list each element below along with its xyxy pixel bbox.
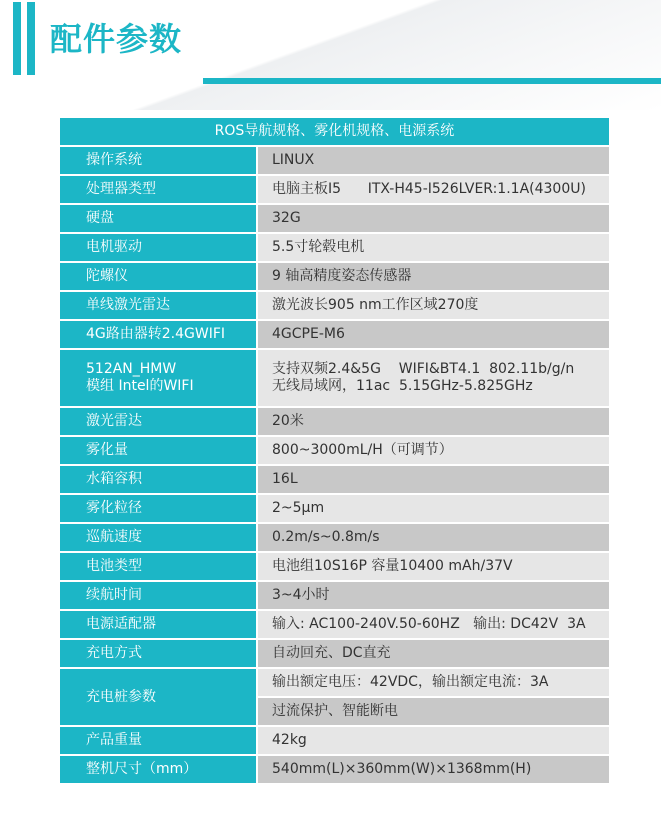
page-title: 配件参数 — [50, 20, 183, 58]
table-row — [59, 204, 610, 233]
row-value: LINUX — [257, 146, 610, 175]
row-value: 42kg — [257, 726, 610, 755]
table-row — [59, 436, 610, 465]
row-label: 充电桩参数 — [59, 668, 257, 726]
accent-bar-left — [13, 2, 21, 75]
table-row — [59, 465, 610, 494]
table-row — [59, 146, 610, 175]
table-row — [59, 262, 610, 291]
row-value: 自动回充、DC直充 — [257, 639, 610, 668]
row-label: 4G路由器转2.4GWIFI — [59, 320, 257, 349]
table-row — [59, 610, 610, 639]
table-row — [59, 291, 610, 320]
table-row — [59, 349, 610, 407]
row-value: 800~3000mL/H（可调节） — [257, 436, 610, 465]
row-value-line: 支持双频2.4&5G WIFI&BT4.1 802.11b/g/n — [272, 361, 575, 377]
table-row — [59, 320, 610, 349]
row-label: 续航时间 — [59, 581, 257, 610]
row-label: 电机驱动 — [59, 233, 257, 262]
table-row — [59, 494, 610, 523]
row-label-line: 512AN_HMW — [86, 361, 177, 377]
table-row — [59, 668, 610, 697]
row-label: 处理器类型 — [59, 175, 257, 204]
row-label: 陀螺仪 — [59, 262, 257, 291]
row-value: 20米 — [257, 407, 610, 436]
table-row — [59, 552, 610, 581]
row-value: 540mm(L)×360mm(W)×1368mm(H) — [257, 755, 610, 784]
row-value: 输入: AC100-240V.50-60HZ 输出: DC42V 3A — [257, 610, 610, 639]
row-value — [257, 349, 610, 407]
row-label-line: 模组 Intel的WIFI — [86, 378, 194, 394]
row-label: 电池类型 — [59, 552, 257, 581]
table-row — [59, 581, 610, 610]
table-row — [59, 639, 610, 668]
row-label: 电源适配器 — [59, 610, 257, 639]
row-label: 整机尺寸（mm） — [59, 755, 257, 784]
row-label: 巡航速度 — [59, 523, 257, 552]
table-row — [59, 233, 610, 262]
row-value: 输出额定电压：42VDC，输出额定电流：3A — [257, 668, 610, 697]
table-header-row — [59, 117, 610, 146]
row-label — [59, 349, 257, 407]
row-value: 激光波长905 nm工作区域270度 — [257, 291, 610, 320]
table-row — [59, 755, 610, 784]
title-underline — [203, 78, 661, 84]
row-label: 激光雷达 — [59, 407, 257, 436]
row-value: 电池组10S16P 容量10400 mAh/37V — [257, 552, 610, 581]
spec-table — [58, 116, 611, 785]
row-value: 0.2m/s~0.8m/s — [257, 523, 610, 552]
row-label: 充电方式 — [59, 639, 257, 668]
row-value: 9 轴高精度姿态传感器 — [257, 262, 610, 291]
row-label: 硬盘 — [59, 204, 257, 233]
row-label: 操作系统 — [59, 146, 257, 175]
row-label: 雾化粒径 — [59, 494, 257, 523]
row-label: 雾化量 — [59, 436, 257, 465]
row-value: 4GCPE-M6 — [257, 320, 610, 349]
row-label: 水箱容积 — [59, 465, 257, 494]
table-row — [59, 726, 610, 755]
row-value: 32G — [257, 204, 610, 233]
table-row — [59, 175, 610, 204]
row-label: 单线激光雷达 — [59, 291, 257, 320]
row-value: 2~5μm — [257, 494, 610, 523]
row-value-line: 无线局域网，11ac 5.15GHz-5.825GHz — [272, 378, 533, 394]
table-header: ROS导航规格、雾化机规格、电源系统 — [59, 117, 610, 146]
row-value: 5.5寸轮毂电机 — [257, 233, 610, 262]
row-value: 电脑主板I5 ITX-H45-I526LVER:1.1A(4300U) — [257, 175, 610, 204]
table-row — [59, 523, 610, 552]
table-row — [59, 407, 610, 436]
row-value: 3~4小时 — [257, 581, 610, 610]
row-value: 16L — [257, 465, 610, 494]
accent-bar-right — [27, 2, 35, 75]
row-label: 产品重量 — [59, 726, 257, 755]
row-value: 过流保护、智能断电 — [257, 697, 610, 726]
